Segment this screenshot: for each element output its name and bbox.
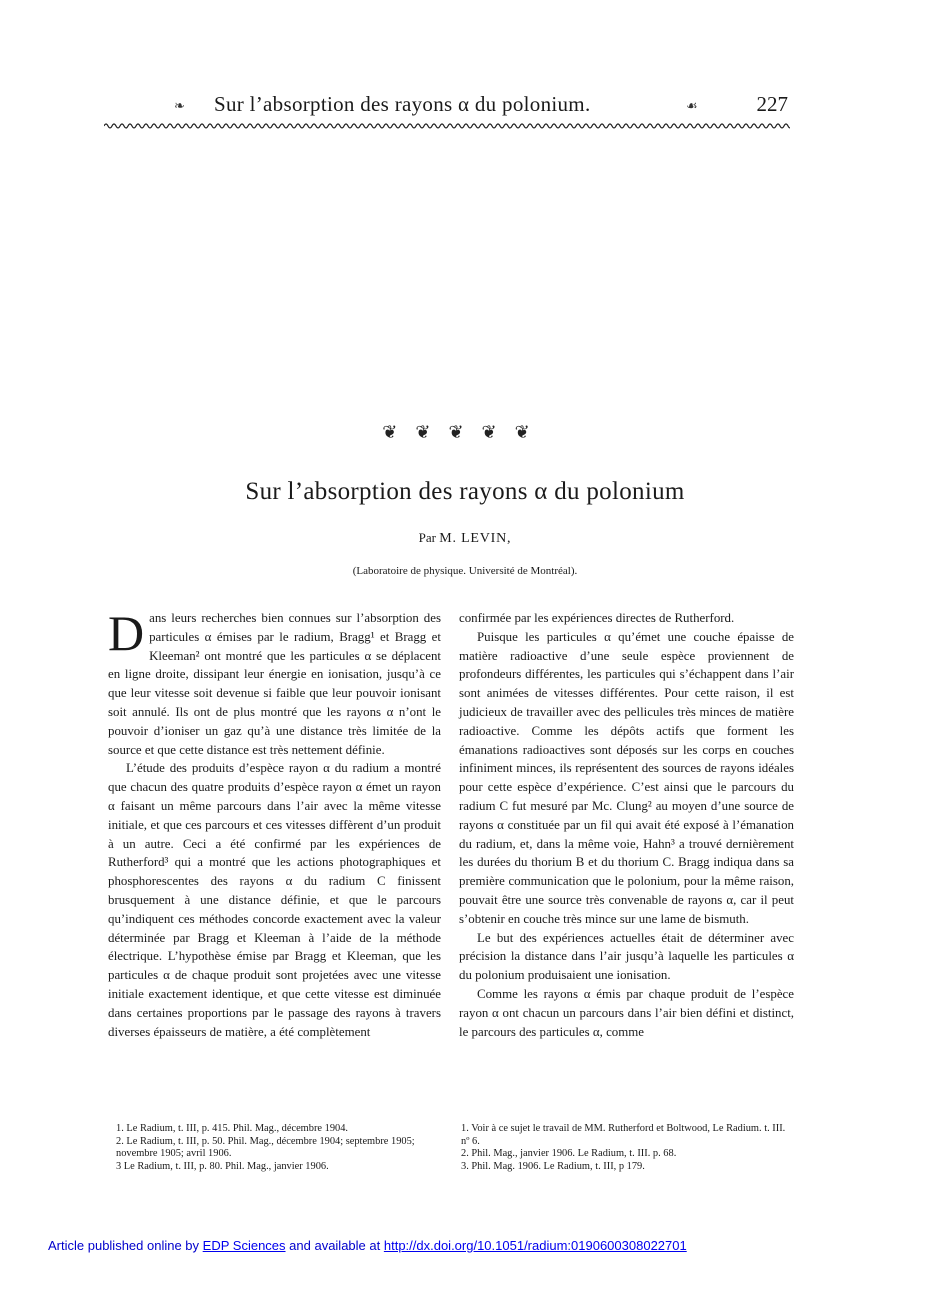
footnote: 3. Phil. Mag. 1906. Le Radium, t. III, p 179. [461,1160,645,1172]
drop-cap: D [108,605,145,661]
publisher-link[interactable]: EDP Sciences [202,1238,286,1253]
wavy-rule [104,121,790,131]
right-column [459,609,794,1041]
paragraph: Puisque les particules α qu’émet une couche épaisse de matière radioactive d’une seule espèce proviennent de profondeurs différentes, les particules qui s’échappent dans l’air sont animées de vitesses différentes. Pour cette raison, il est judicieux de travailler avec des pellicules très minces de matière radioactive. Comme les dépôts actifs que forment les émanations radioactives sont déposés sur les corps en couches infiniment minces, ils représentent des sources de rayons idéales pour cette espèce d’expérience. C’est ainsi que le parcours du radium C fut mesuré par Mc. Clung² au moyen d’une source de rayons α constituée par un fil qui avait été exposé à l’émanation du radium, et, dans la même voie, Hahn³ a trouvé dernièrement les durées du thorium B et du thorium C. Bragg indiqua dans sa première communication que le polonium, pour la même raison, pouvait être une source très convenable de rayons α, car il peut s’obtenir en couche très mince sur une lame de bismuth. [459,629,794,926]
author-line [0,530,930,547]
footnote: 3 Le Radium, t. III, p. 80. Phil. Mag., janvier 1906. [116,1160,329,1172]
footnotes-left [116,1123,446,1173]
ornament-right-icon: ☙ [686,98,698,113]
footnotes-right [461,1123,794,1173]
left-column [108,605,441,1041]
author-prefix: Par [418,530,436,545]
paragraph: Comme les rayons α émis par chaque produit de l’espèce rayon α ont chacun un parcours dans l’air bien défini et distinct, le parcours des particules α, comme [459,986,794,1039]
paragraph [108,605,441,759]
affiliation: (Laboratoire de physique. Université de Montréal). [352,565,578,577]
footnote: 1. Le Radium, t. III, p. 415. Phil. Mag., décembre 1904. [116,1123,349,1134]
doi-link[interactable]: http://dx.doi.org/10.1051/radium:0190600308022701 [383,1238,687,1253]
page-number: 227 [756,92,788,116]
author-name: M. LEVIN, [439,531,512,546]
publication-footer [48,1238,687,1253]
fleuron-divider: ❦❦❦❦❦ [382,422,548,442]
running-head [104,92,790,122]
paragraph-text: ans leurs recherches bien connues sur l’absorption des particules α émises par le radium, Bragg¹ et Bragg et Kleeman² ont montré que les particules α se déplacent en ligne droite, dissipant leur énergie en ionisation, jusqu’à ce que leur vitesse soit devenue si faible que leur pouvoir ionisant soit annulé. Ils ont de plus montré que les rayons α n’ont le pouvoir d’ioniser un gaz qu’à une distance très limitée de la source et que cette distance est très nettement définie. [108,611,441,757]
footnote: 1. Voir à ce sujet le travail de MM. Rutherford et Boltwood, Le Radium. t. III. nº 6. [461,1123,786,1147]
running-head-title: Sur l’absorption des rayons α du polonium. [214,92,591,116]
paragraph: L’étude des produits d’espèce rayon α du radium a montré que chacun des quatre produits d’espèce rayon α émet un rayon α faisant un même parcours dans l’air avec la même vitesse initiale, et que ces parcours et ces vitesses diffèrent d’un produit à un autre. Ceci a été confirmé par les expériences de Rutherford³ qui a montré que les actions photographiques et phosphorescentes des rayons α du radium C finissent brusquement à une distance définie, et que le parcours qu’indiquent ces méthodes concorde exactement avec la valeur déterminée par Bragg et Kleeman à l’aide de la méthode électrique. L’hypothèse émise par Bragg et Kleeman, que les particules α de chaque produit sont projetées avec une vitesse initiale exactement identique, et que cette vitesse est diminuée dans certaines proportions par le passage des rayons à travers diverses épaisseurs de matière, a été complètement [108,761,441,1039]
footer-text-before: Article published online by [48,1238,200,1253]
footnote: 2. Le Radium, t. III, p. 50. Phil. Mag., décembre 1904; septembre 1905; novembre 1905; avril 1906. [116,1135,415,1160]
paragraph: confirmée par les expériences directes de Rutherford. [459,611,735,625]
article-title: Sur l’absorption des rayons α du polonium [245,478,685,505]
ornament-left-icon: ❧ [174,98,185,113]
footer-text-middle: and available at [289,1238,381,1253]
paragraph: Le but des expériences actuelles était de déterminer avec précision la distance dans l’air jusqu’à laquelle les particules α du polonium produisaient une ionisation. [459,930,794,983]
footnote: 2. Phil. Mag., janvier 1906. Le Radium, t. III. p. 68. [461,1148,677,1160]
